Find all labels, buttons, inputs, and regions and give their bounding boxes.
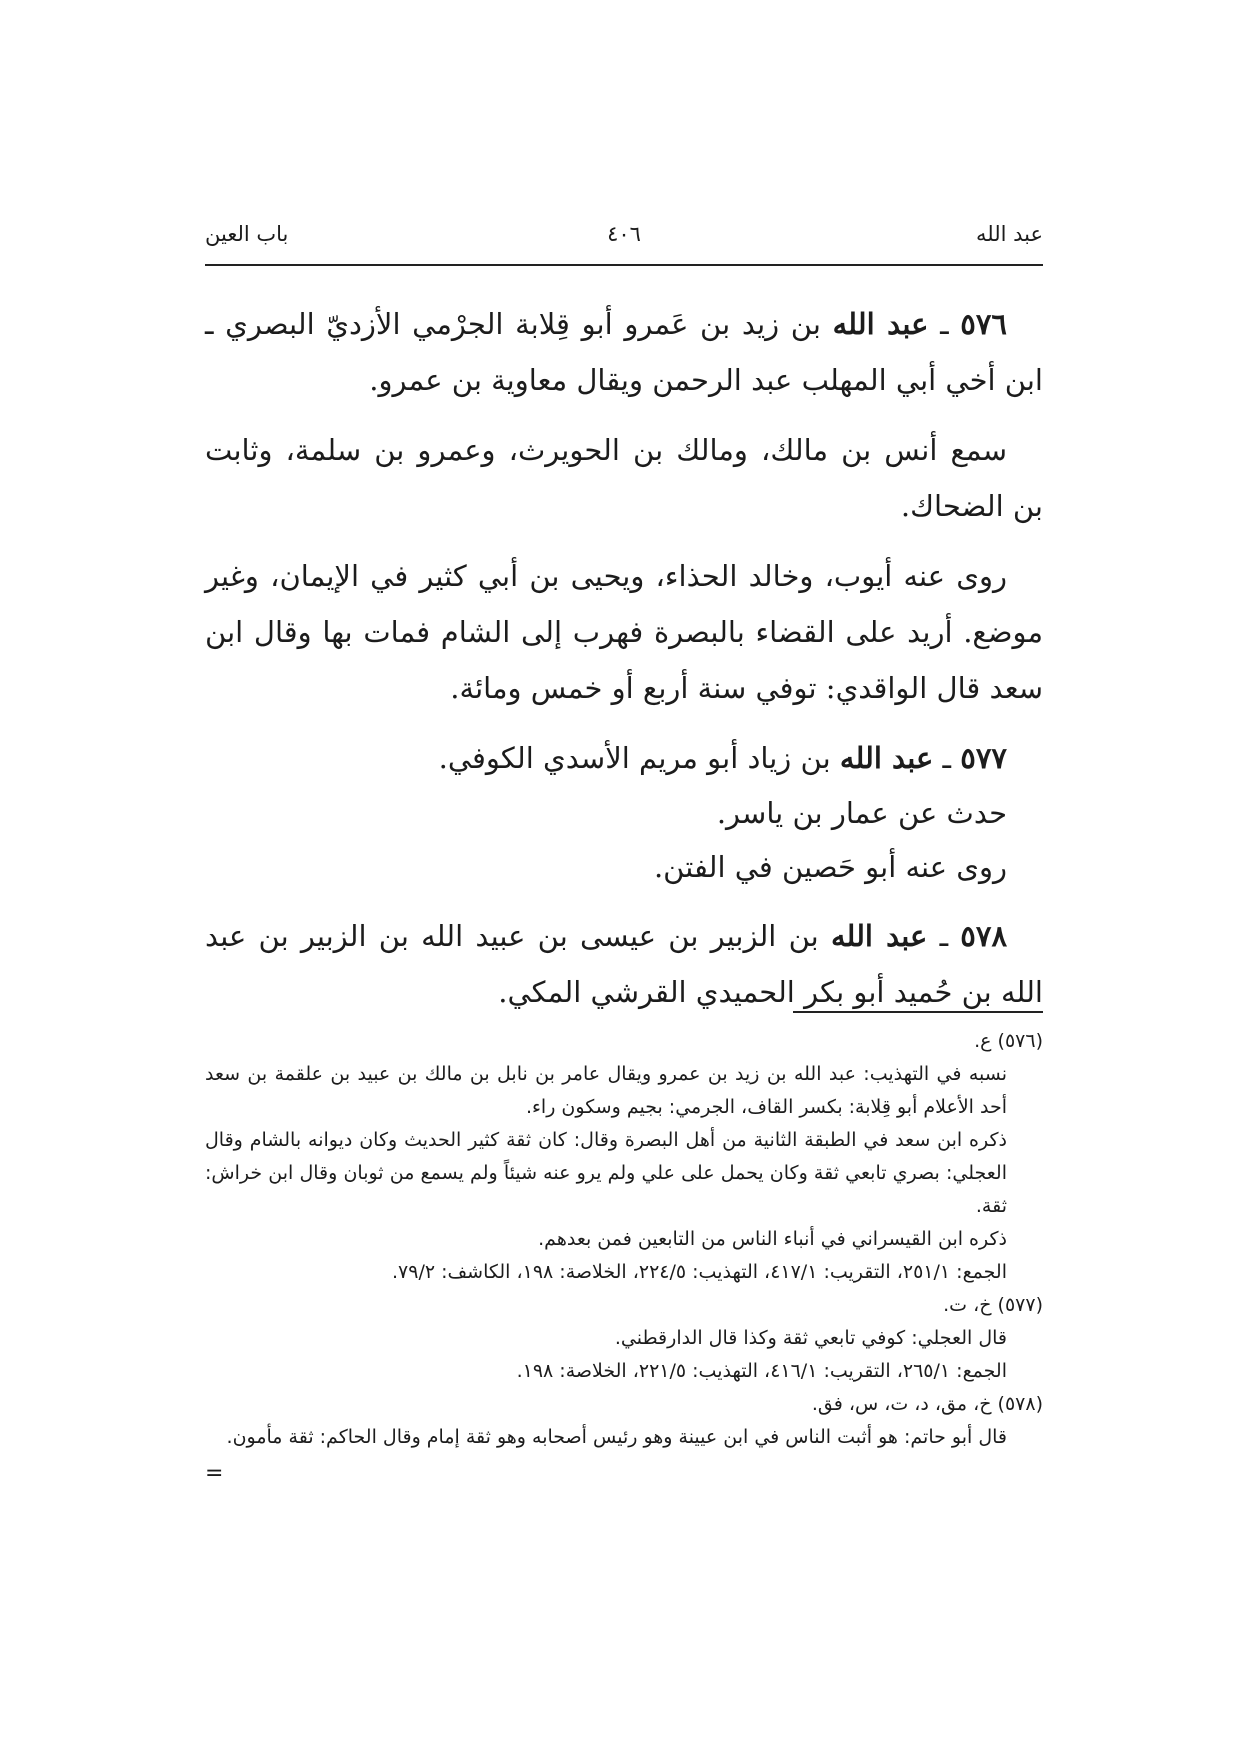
- entry-separator: ـ: [939, 919, 949, 953]
- page-number: ٤٠٦: [607, 222, 641, 246]
- footnote-line: الجمع: ٢٥١/١، التقريب: ٤١٧/١، التهذيب: ٢٢٤/٥، الخلاصة: ١٩٨، الكاشف: ٧٩/٢.: [391, 1261, 1007, 1283]
- entry-578-heading: [205, 908, 1043, 1020]
- header-entry-label: عبد الله: [975, 222, 1043, 246]
- footnote-578-head: [205, 1388, 1043, 1421]
- entry-number: ٥٧٦: [960, 307, 1008, 341]
- footnote-577-head: [205, 1289, 1043, 1322]
- entry-577-paragraph: حدث عن عمار بن ياسر.: [716, 796, 1007, 830]
- entry-heading-rest: بن زياد أبو مريم الأسدي الكوفي.: [438, 741, 831, 775]
- footnote-divider: [793, 1011, 1043, 1013]
- entry-number: ٥٧٧: [960, 741, 1007, 775]
- running-header: [205, 222, 1043, 262]
- footnote-line: قال أبو حاتم: هو أثبت الناس في ابن عيينة وهو رئيس أصحابه وهو ثقة إمام وقال الحاكم: ثقة مأمون.: [226, 1426, 1007, 1448]
- continuation-mark: =: [205, 1461, 224, 1486]
- entry-heading-rest: بن الزبير بن عيسى بن عبيد الله بن الزبير بن عبد الله بن حُميد أبو بكر الحميدي القرشي المكي.: [205, 919, 1043, 1009]
- footnote-line: ذكره ابن سعد في الطبقة الثانية من أهل البصرة وقال: كان ثقة كثير الحديث وكان ديوانه بالشام وقال العجلي: بصري تابعي ثقة وكان يحمل على علي ولم يرو عنه شيئاً ولم يسمع من ثوبان وقال ابن خراش: ثقة.: [205, 1129, 1007, 1217]
- footnote-codes: خ، مق، د، ت، س، فق.: [811, 1393, 992, 1415]
- entry-number: ٥٧٨: [960, 919, 1008, 953]
- footnote-576-head: [205, 1025, 1043, 1058]
- main-text: [205, 296, 1043, 1034]
- entry-heading-rest: بن زيد بن عَمرو أبو قِلابة الجرْمي الأزديّ البصري ـ ابن أخي أبي المهلب عبد الرحمن ويقال معاوية بن عمرو.: [205, 307, 1043, 397]
- footnote-ref: (٥٧٨): [997, 1393, 1043, 1415]
- header-divider: [205, 264, 1043, 266]
- entry-name: عبد الله: [839, 741, 934, 775]
- entry-separator: ـ: [940, 307, 949, 341]
- entry-separator: ـ: [942, 741, 952, 775]
- footnote-line: نسبه في التهذيب: عبد الله بن زيد بن عمرو ويقال عامر بن نابل بن مالك بن عبيد بن علقمة بن سعد أحد الأعلام أبو قِلابة: بكسر القاف، الجرمي: بجيم وسكون راء.: [205, 1063, 1007, 1118]
- entry-576-paragraph: سمع أنس بن مالك، ومالك بن الحويرث، وعمرو بن سلمة، وثابت بن الضحاك.: [205, 433, 1043, 523]
- entry-577-paragraph: روى عنه أبو حَصين في الفتن.: [653, 850, 1007, 884]
- footnotes: [205, 1025, 1043, 1486]
- entry-576-paragraph: روى عنه أيوب، وخالد الحذاء، ويحيى بن أبي كثير في الإيمان، وغير موضع. أريد على القضاء بالبصرة فهرب إلى الشام فمات بها وقال ابن سعد قال الواقدي: توفي سنة أربع أو خمس ومائة.: [205, 559, 1043, 705]
- footnote-line: ذكره ابن القيسراني في أنباء الناس من التابعين فمن بعدهم.: [538, 1228, 1007, 1250]
- footnote-codes: خ، ت.: [943, 1294, 992, 1316]
- footnote-ref: (٥٧٦): [997, 1030, 1043, 1052]
- header-chapter-label: باب العين: [205, 222, 289, 246]
- footnote-line: قال العجلي: كوفي تابعي ثقة وكذا قال الدارقطني.: [614, 1327, 1007, 1349]
- entry-name: عبد الله: [832, 307, 929, 341]
- entry-577-heading: [205, 730, 1043, 786]
- entry-name: عبد الله: [830, 919, 928, 953]
- entry-576-heading: [205, 296, 1043, 408]
- footnote-line: الجمع: ٢٦٥/١، التقريب: ٤١٦/١، التهذيب: ٢٢١/٥، الخلاصة: ١٩٨.: [516, 1360, 1007, 1382]
- footnote-ref: (٥٧٧): [997, 1294, 1043, 1316]
- footnote-codes: ع.: [974, 1030, 992, 1052]
